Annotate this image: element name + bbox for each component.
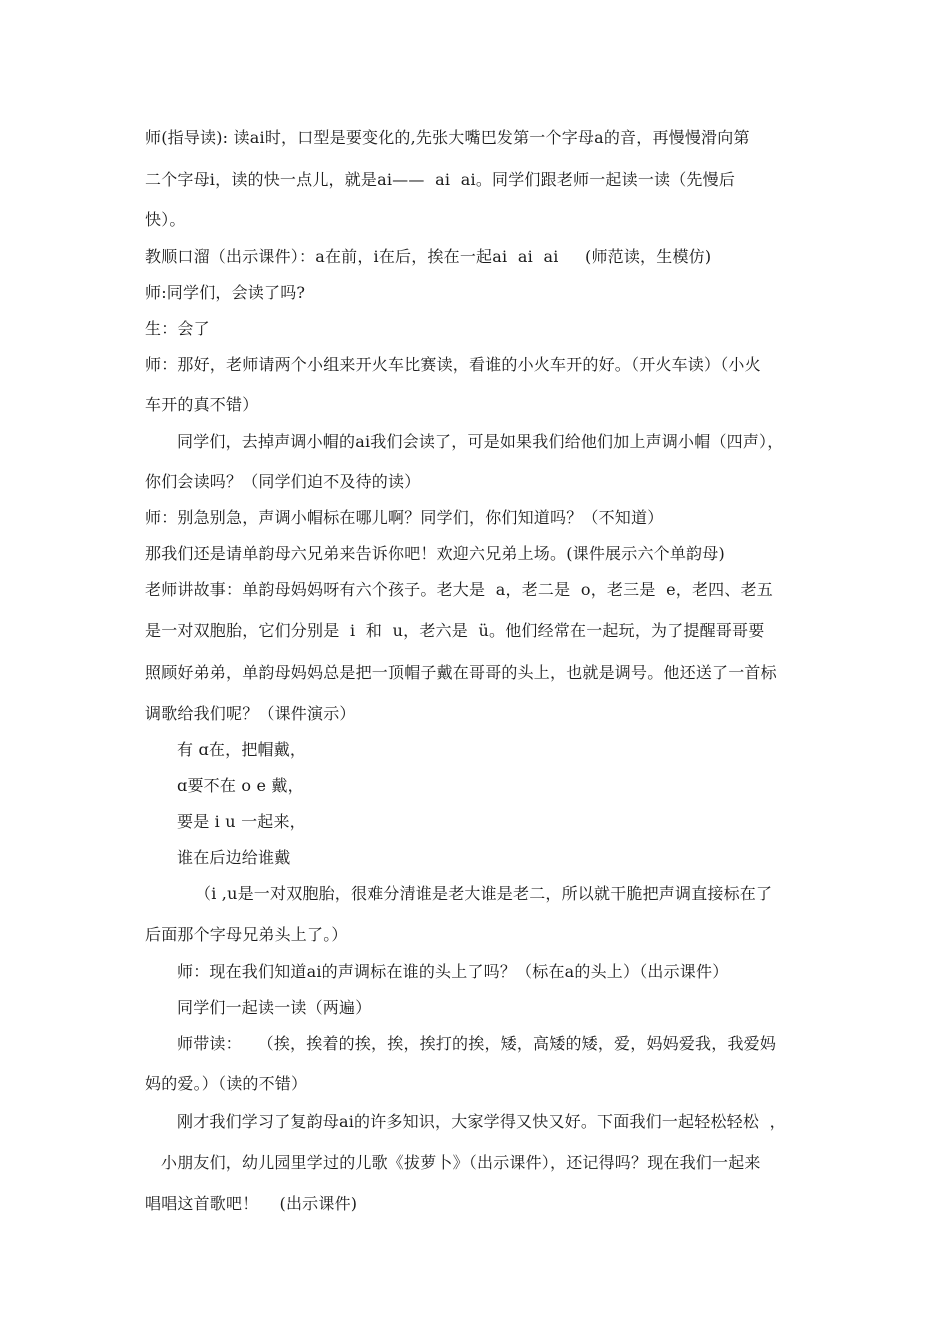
paragraph-line: 是一对双胞胎，它们分别是 i 和 u，老六是 ü。他们经常在一起玩，为了提醒哥哥要 [145,621,765,640]
paragraph-line: 后面那个字母兄弟头上了。） [145,925,348,944]
paragraph-line: 你们会读吗？（同学们迫不及待的读） [145,472,421,491]
paragraph-line: 那我们还是请单韵母六兄弟来告诉你吧！欢迎六兄弟上场。(课件展示六个单韵母) [145,544,725,563]
paragraph-line: 师：那好，老师请两个小组来开火车比赛读，看谁的小火车开的好。（开火车读）（小火 [145,355,761,374]
paragraph-line: 师：现在我们知道ai的声调标在谁的头上了吗？（标在a的头上）（出示课件） [177,962,729,981]
paragraph-line: 师：别急别急，声调小帽标在哪儿啊？同学们，你们知道吗？（不知道） [145,508,664,527]
verse-line: 谁在后边给谁戴 [177,848,291,867]
paragraph-line: 同学们一起读一读（两遍） [177,998,372,1017]
paragraph-line: 车开的真不错） [145,395,259,414]
paragraph-line: 教顺口溜（出示课件）：a在前，i在后，挨在一起ai ai ai (师范读，生模仿) [145,247,712,266]
paragraph-line: 老师讲故事：单韵母妈妈呀有六个孩子。老大是 a，老二是 o，老三是 e，老四、老五 [145,580,773,599]
paragraph-line: 小朋友们，幼儿园里学过的儿歌《拔萝卜》（出示课件），还记得吗？现在我们一起来 [161,1153,761,1172]
paragraph-line: 调歌给我们呢？（课件演示） [145,704,356,723]
paragraph-line: 生：会了 [145,319,210,338]
paragraph-line: 妈的爱。）（读的不错） [145,1074,308,1093]
paragraph-line: 照顾好弟弟，单韵母妈妈总是把一顶帽子戴在哥哥的头上，也就是调号。他还送了一首标 [145,663,777,682]
paragraph-line: 师:同学们，会读了吗? [145,283,306,302]
paragraph-line: 二个字母i，读的快一点儿，就是ai—— ai ai。同学们跟老师一起读一读（先慢后 [145,170,736,189]
paragraph-line: 快）。 [145,210,186,229]
verse-line: 有 ɑ在，把帽戴， [177,740,307,759]
paragraph-line: （i ,u是一对双胞胎，很难分清谁是老大谁是老二，所以就干脆把声调直接标在了 [195,884,773,903]
paragraph-line: 师带读： （挨，挨着的挨，挨，挨打的挨，矮，高矮的矮，爱，妈妈爱我，我爱妈 [177,1034,777,1053]
paragraph-line: 师(指导读): 读ai时，口型是要变化的,先张大嘴巴发第一个字母a的音，再慢慢滑向第 [145,128,750,147]
verse-line: ɑ要不在 o e 戴， [177,776,304,795]
paragraph-line: 唱唱这首歌吧！ (出示课件) [145,1194,358,1213]
paragraph-line: 刚才我们学习了复韵母ai的许多知识，大家学得又快又好。下面我们一起轻松轻松 ， [177,1112,786,1131]
paragraph-line: 同学们，去掉声调小帽的ai我们会读了，可是如果我们给他们加上声调小帽（四声）， [177,432,784,451]
verse-line: 要是 i u 一起来， [177,812,306,831]
